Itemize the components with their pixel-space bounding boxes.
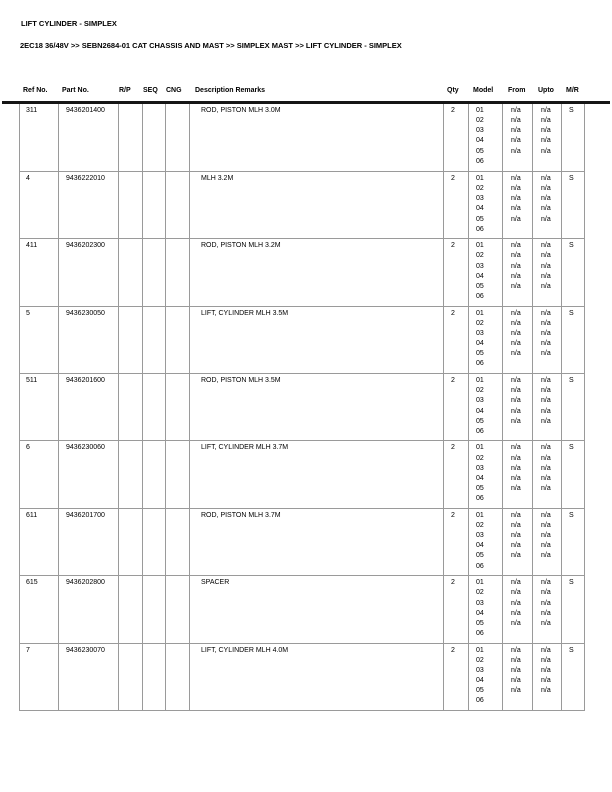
seq-cell <box>143 306 166 373</box>
cell-line: n/a <box>541 687 551 695</box>
cell-line <box>511 494 531 504</box>
cell-line: n/a <box>511 242 521 250</box>
description-cell: ROD, PISTON MLH 3.2M <box>190 239 444 306</box>
cell-line: 04 <box>476 137 484 145</box>
table-row <box>20 104 585 171</box>
mr-cell: S <box>562 576 585 643</box>
table-row <box>20 576 585 643</box>
part-no-cell: 9436201600 <box>59 374 119 441</box>
cell-line <box>541 696 560 706</box>
mr-cell: S <box>562 441 585 508</box>
description-cell: ROD, PISTON MLH 3.5M <box>190 374 444 441</box>
cell-line: 06 <box>476 225 484 233</box>
upto-cell <box>533 576 562 643</box>
seq-cell <box>143 374 166 441</box>
cell-line: n/a <box>541 522 551 529</box>
upto-cell <box>533 508 562 575</box>
cell-line: n/a <box>511 195 521 203</box>
cell-line: 04 <box>476 407 484 415</box>
seq-cell <box>143 441 166 508</box>
cell-line: n/a <box>541 377 551 385</box>
model-cell <box>469 239 503 306</box>
cell-line: 04 <box>476 542 484 550</box>
cell-line: 02 <box>476 117 484 125</box>
cell-line: 02 <box>476 522 484 529</box>
cell-line: 02 <box>476 454 484 462</box>
qty-cell: 2 <box>444 306 469 373</box>
col-header-seq: SEQ <box>143 87 158 94</box>
cell-line <box>541 494 560 504</box>
cell-line: n/a <box>511 387 521 395</box>
cell-line: 02 <box>476 252 484 260</box>
cell-line: n/a <box>511 511 521 519</box>
cell-line: n/a <box>541 417 551 425</box>
cng-cell <box>166 576 190 643</box>
cell-line <box>511 427 531 437</box>
seq-cell <box>143 171 166 238</box>
cell-line: n/a <box>541 329 551 337</box>
cell-line: n/a <box>541 117 551 125</box>
cell-line: 05 <box>476 147 484 155</box>
parts-table-body <box>20 104 585 711</box>
cell-line: n/a <box>511 646 521 654</box>
from-cell <box>503 441 533 508</box>
cell-line: n/a <box>511 542 521 550</box>
cell-line <box>541 562 560 572</box>
cell-line <box>541 629 560 639</box>
col-header-upto: Upto <box>538 87 554 94</box>
model-cell <box>469 171 503 238</box>
cell-line: n/a <box>511 252 521 260</box>
col-header-description: Description Remarks <box>195 87 266 94</box>
cell-line: 03 <box>476 532 484 540</box>
part-no-cell: 9436230070 <box>59 643 119 710</box>
cng-cell <box>166 239 190 306</box>
cell-line: n/a <box>511 464 521 472</box>
cell-line: 04 <box>476 205 484 213</box>
cell-line: 02 <box>476 387 484 395</box>
cell-line: n/a <box>541 174 551 182</box>
cell-line: n/a <box>511 677 521 685</box>
upto-cell <box>533 104 562 171</box>
cell-line: n/a <box>541 242 551 250</box>
cell-line: 06 <box>476 562 484 570</box>
cell-line: n/a <box>541 195 551 203</box>
cell-line: 02 <box>476 185 484 193</box>
cell-line: n/a <box>541 147 551 155</box>
part-no-cell: 9436202800 <box>59 576 119 643</box>
cell-line: n/a <box>511 272 521 280</box>
description-cell: SPACER <box>190 576 444 643</box>
cell-line: n/a <box>541 272 551 280</box>
ref-no-cell: 7 <box>20 643 59 710</box>
part-no-cell: 9436230050 <box>59 306 119 373</box>
cell-line: 03 <box>476 262 484 270</box>
cell-line: 01 <box>476 511 484 519</box>
cell-line: n/a <box>541 579 551 587</box>
cng-cell <box>166 171 190 238</box>
breadcrumb: 2EC18 36/48V >> SEBN2684-01 CAT CHASSIS AND MAST >> SIMPLEX MAST >> LIFT CYLINDER - SIMPLEX <box>20 41 402 50</box>
ref-no-cell: 611 <box>20 508 59 575</box>
description-cell: LIFT, CYLINDER MLH 4.0M <box>190 643 444 710</box>
model-cell <box>469 374 503 441</box>
cell-line <box>541 225 560 235</box>
cell-line: n/a <box>541 666 551 674</box>
model-cell <box>469 104 503 171</box>
cell-line: n/a <box>511 127 521 135</box>
cell-line: n/a <box>541 137 551 145</box>
rp-cell <box>119 508 143 575</box>
cell-line: 05 <box>476 215 484 223</box>
ref-no-cell: 511 <box>20 374 59 441</box>
part-no-cell: 9436222010 <box>59 171 119 238</box>
seq-cell <box>143 508 166 575</box>
cell-line: n/a <box>541 552 551 560</box>
cell-line: n/a <box>511 137 521 145</box>
ref-no-cell: 5 <box>20 306 59 373</box>
from-cell <box>503 306 533 373</box>
rp-cell <box>119 239 143 306</box>
model-cell <box>469 306 503 373</box>
cell-line: n/a <box>511 474 521 482</box>
cell-line: n/a <box>511 619 521 627</box>
cell-line: 01 <box>476 579 484 587</box>
ref-no-cell: 4 <box>20 171 59 238</box>
cell-line: n/a <box>541 185 551 193</box>
description-cell: ROD, PISTON MLH 3.7M <box>190 508 444 575</box>
qty-cell: 2 <box>444 576 469 643</box>
cell-line: n/a <box>511 397 521 405</box>
cell-line: n/a <box>541 599 551 607</box>
part-no-cell: 9436201400 <box>59 104 119 171</box>
qty-cell: 2 <box>444 104 469 171</box>
col-header-part-no: Part No. <box>62 87 89 94</box>
cell-line: 05 <box>476 619 484 627</box>
cell-line: n/a <box>541 340 551 348</box>
cell-line: n/a <box>511 522 521 529</box>
cell-line: n/a <box>541 215 551 223</box>
cell-line: 02 <box>476 589 484 597</box>
cell-line: n/a <box>511 666 521 674</box>
cell-line: 06 <box>476 360 484 368</box>
cng-cell <box>166 508 190 575</box>
cell-line: 01 <box>476 174 484 182</box>
cell-line: 05 <box>476 417 484 425</box>
ref-no-cell: 411 <box>20 239 59 306</box>
cell-line: n/a <box>541 454 551 462</box>
cell-line: n/a <box>511 329 521 337</box>
seq-cell <box>143 576 166 643</box>
cell-line <box>511 225 531 235</box>
from-cell <box>503 171 533 238</box>
cell-line: 06 <box>476 427 484 435</box>
cell-line: n/a <box>511 609 521 617</box>
description-cell: LIFT, CYLINDER MLH 3.7M <box>190 441 444 508</box>
upto-cell <box>533 374 562 441</box>
table-row <box>20 441 585 508</box>
cell-line: n/a <box>511 589 521 597</box>
rp-cell <box>119 576 143 643</box>
upto-cell <box>533 306 562 373</box>
model-cell <box>469 643 503 710</box>
cell-line <box>511 359 531 369</box>
cell-line: 03 <box>476 127 484 135</box>
cell-line <box>511 562 531 572</box>
cell-line: 04 <box>476 677 484 685</box>
cell-line: 05 <box>476 552 484 560</box>
cell-line: n/a <box>511 656 521 664</box>
cell-line: 03 <box>476 329 484 337</box>
part-no-cell: 9436230060 <box>59 441 119 508</box>
rp-cell <box>119 441 143 508</box>
cell-line: n/a <box>511 350 521 358</box>
cell-line: n/a <box>541 532 551 540</box>
cell-line <box>541 427 560 437</box>
cell-line: 03 <box>476 195 484 203</box>
cell-line: n/a <box>511 552 521 560</box>
seq-cell <box>143 643 166 710</box>
cell-line: n/a <box>511 444 521 452</box>
cell-line: n/a <box>511 262 521 270</box>
cell-line: 02 <box>476 319 484 327</box>
cell-line <box>511 696 531 706</box>
cell-line: 03 <box>476 397 484 405</box>
table-row <box>20 239 585 306</box>
cell-line: n/a <box>511 205 521 213</box>
cell-line: n/a <box>511 282 521 290</box>
cell-line: n/a <box>511 377 521 385</box>
from-cell <box>503 576 533 643</box>
cell-line: n/a <box>511 599 521 607</box>
cell-line: 01 <box>476 377 484 385</box>
cell-line: n/a <box>511 107 521 114</box>
rp-cell <box>119 171 143 238</box>
cell-line: 06 <box>476 293 484 301</box>
cell-line: n/a <box>541 511 551 519</box>
from-cell <box>503 239 533 306</box>
cell-line: 01 <box>476 107 484 114</box>
cell-line: n/a <box>541 205 551 213</box>
cell-line: n/a <box>541 407 551 415</box>
description-cell: LIFT, CYLINDER MLH 3.5M <box>190 306 444 373</box>
from-cell <box>503 374 533 441</box>
upto-cell <box>533 441 562 508</box>
table-row <box>20 306 585 373</box>
part-no-cell: 9436201700 <box>59 508 119 575</box>
from-cell <box>503 508 533 575</box>
cell-line: n/a <box>541 397 551 405</box>
cell-line: 01 <box>476 444 484 452</box>
cell-line: 06 <box>476 630 484 638</box>
rp-cell <box>119 306 143 373</box>
qty-cell: 2 <box>444 171 469 238</box>
cell-line: n/a <box>511 117 521 125</box>
col-header-cng: CNG <box>166 87 182 94</box>
upto-cell <box>533 239 562 306</box>
cell-line: n/a <box>541 252 551 260</box>
page-title: LIFT CYLINDER - SIMPLEX <box>21 19 117 28</box>
from-cell <box>503 104 533 171</box>
cng-cell <box>166 643 190 710</box>
cell-line: n/a <box>541 444 551 452</box>
table-row <box>20 374 585 441</box>
cell-line: n/a <box>511 485 521 493</box>
model-cell <box>469 508 503 575</box>
cell-line: n/a <box>541 609 551 617</box>
mr-cell: S <box>562 239 585 306</box>
cell-line: 05 <box>476 485 484 493</box>
cell-line: n/a <box>541 387 551 395</box>
description-cell: MLH 3.2M <box>190 171 444 238</box>
upto-cell <box>533 643 562 710</box>
mr-cell: S <box>562 171 585 238</box>
cell-line: 04 <box>476 609 484 617</box>
seq-cell <box>143 239 166 306</box>
cell-line: n/a <box>541 319 551 327</box>
ref-no-cell: 311 <box>20 104 59 171</box>
cell-line: 05 <box>476 350 484 358</box>
mr-cell: S <box>562 508 585 575</box>
cell-line: n/a <box>511 417 521 425</box>
mr-cell: S <box>562 643 585 710</box>
model-cell <box>469 441 503 508</box>
col-header-model: Model <box>473 87 494 94</box>
cell-line <box>511 157 531 167</box>
cell-line: 03 <box>476 464 484 472</box>
col-header-mr: M/R <box>566 87 579 94</box>
cng-cell <box>166 104 190 171</box>
qty-cell: 2 <box>444 441 469 508</box>
col-header-from: From <box>508 87 526 94</box>
cell-line: n/a <box>511 407 521 415</box>
cng-cell <box>166 441 190 508</box>
part-no-cell: 9436202300 <box>59 239 119 306</box>
cell-line: n/a <box>511 309 521 317</box>
cell-line: n/a <box>511 687 521 695</box>
cell-line <box>541 359 560 369</box>
col-header-qty: Qty <box>447 87 459 94</box>
seq-cell <box>143 104 166 171</box>
mr-cell: S <box>562 104 585 171</box>
cell-line: n/a <box>541 677 551 685</box>
cell-line: n/a <box>541 589 551 597</box>
cell-line: 01 <box>476 242 484 250</box>
cell-line: 05 <box>476 687 484 695</box>
mr-cell: S <box>562 306 585 373</box>
cell-line: n/a <box>541 656 551 664</box>
cell-line: 06 <box>476 495 484 503</box>
cell-line <box>511 629 531 639</box>
cell-line: n/a <box>511 215 521 223</box>
cell-line: n/a <box>541 262 551 270</box>
cell-line: n/a <box>511 185 521 193</box>
col-header-rp: R/P <box>119 87 131 94</box>
cell-line: n/a <box>511 147 521 155</box>
cell-line: 04 <box>476 340 484 348</box>
cell-line: n/a <box>541 464 551 472</box>
cell-line: n/a <box>511 174 521 182</box>
upto-cell <box>533 171 562 238</box>
cell-line: 04 <box>476 474 484 482</box>
rp-cell <box>119 104 143 171</box>
cell-line: 03 <box>476 666 484 674</box>
cell-line: n/a <box>541 619 551 627</box>
cell-line: 06 <box>476 697 484 705</box>
cell-line <box>511 292 531 302</box>
cell-line: n/a <box>511 579 521 587</box>
from-cell <box>503 643 533 710</box>
table-row <box>20 643 585 710</box>
rp-cell <box>119 643 143 710</box>
cell-line: 03 <box>476 599 484 607</box>
cell-line: 01 <box>476 309 484 317</box>
cell-line: n/a <box>511 340 521 348</box>
cng-cell <box>166 374 190 441</box>
ref-no-cell: 6 <box>20 441 59 508</box>
cell-line: 05 <box>476 282 484 290</box>
cell-line: 01 <box>476 646 484 654</box>
qty-cell: 2 <box>444 643 469 710</box>
ref-no-cell: 615 <box>20 576 59 643</box>
cell-line: n/a <box>511 532 521 540</box>
cell-line: n/a <box>541 474 551 482</box>
cell-line: 02 <box>476 656 484 664</box>
cell-line: 04 <box>476 272 484 280</box>
description-cell: ROD, PISTON MLH 3.0M <box>190 104 444 171</box>
table-row <box>20 171 585 238</box>
cell-line: n/a <box>541 127 551 135</box>
cell-line: n/a <box>541 309 551 317</box>
cell-line: n/a <box>541 107 551 114</box>
cell-line: n/a <box>541 485 551 493</box>
parts-table <box>19 104 585 711</box>
rp-cell <box>119 374 143 441</box>
cell-line <box>541 157 560 167</box>
qty-cell: 2 <box>444 239 469 306</box>
parts-table-header <box>19 86 584 96</box>
col-header-ref-no: Ref No. <box>23 87 48 94</box>
cell-line: n/a <box>511 454 521 462</box>
qty-cell: 2 <box>444 508 469 575</box>
cng-cell <box>166 306 190 373</box>
cell-line: 06 <box>476 157 484 165</box>
cell-line: n/a <box>541 646 551 654</box>
cell-line: n/a <box>511 319 521 327</box>
cell-line: n/a <box>541 350 551 358</box>
table-row <box>20 508 585 575</box>
cell-line <box>541 292 560 302</box>
model-cell <box>469 576 503 643</box>
qty-cell: 2 <box>444 374 469 441</box>
cell-line: n/a <box>541 282 551 290</box>
mr-cell: S <box>562 374 585 441</box>
cell-line: n/a <box>541 542 551 550</box>
